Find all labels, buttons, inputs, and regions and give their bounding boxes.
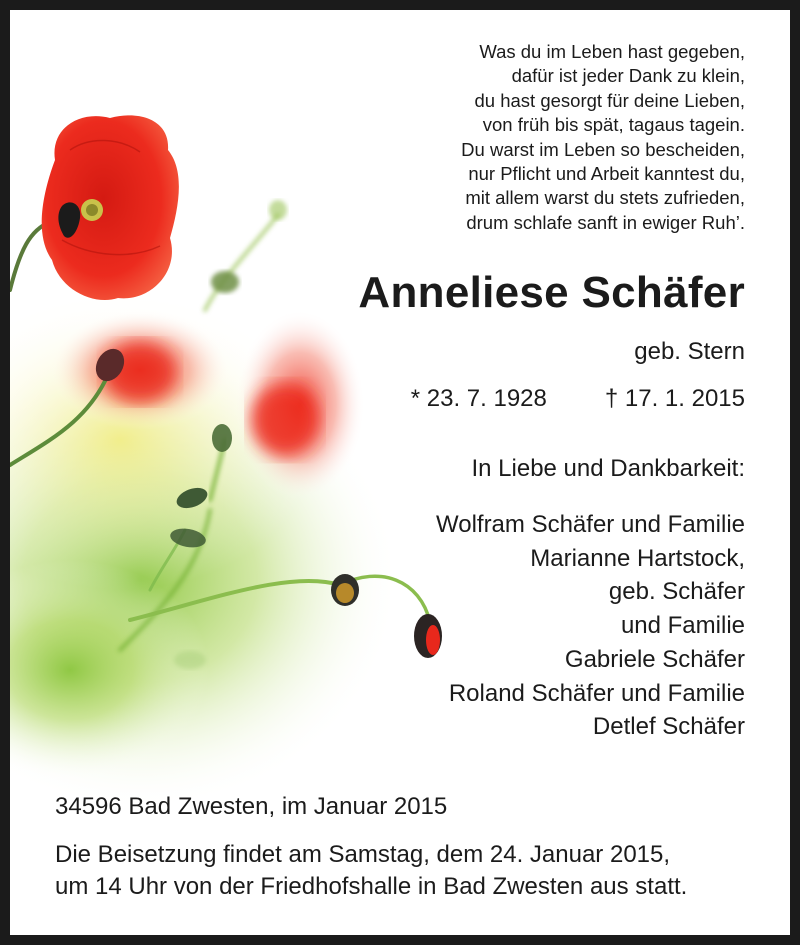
place-and-date: 34596 Bad Zwesten, im Januar 2015 bbox=[55, 793, 448, 820]
poem-line: dafür ist jeder Dank zu klein, bbox=[511, 65, 745, 87]
maiden-name: geb. Stern bbox=[634, 338, 745, 365]
funeral-info bbox=[55, 839, 687, 903]
poem bbox=[461, 40, 745, 235]
death-date: † 17. 1. 2015 bbox=[604, 385, 745, 412]
funeral-line: um 14 Uhr von der Friedhofshalle in Bad Zwesten aus statt. bbox=[55, 873, 688, 900]
poem-line: Du warst im Leben so bescheiden, bbox=[461, 138, 745, 160]
mourner: Roland Schäfer und Familie bbox=[448, 679, 745, 707]
poem-line: mit allem warst du stets zufrieden, bbox=[465, 187, 745, 209]
poem-line: drum schlafe sanft in ewiger Ruh’. bbox=[466, 211, 745, 233]
life-dates bbox=[411, 385, 745, 413]
mourner: Marianne Hartstock, bbox=[530, 544, 745, 572]
mourner: geb. Schäfer bbox=[608, 578, 745, 606]
red-poppy-flower bbox=[42, 115, 179, 300]
mourner: Gabriele Schäfer bbox=[564, 645, 745, 673]
poem-line: von früh bis spät, tagaus tagein. bbox=[482, 114, 745, 136]
funeral-line: Die Beisetzung findet am Samstag, dem 24. Januar 2015, bbox=[55, 841, 671, 868]
mourner: Wolfram Schäfer und Familie bbox=[436, 511, 745, 538]
poem-line: nur Pflicht und Arbeit kanntest du, bbox=[468, 163, 745, 185]
background-wash bbox=[10, 290, 400, 810]
deceased-name: Anneliese Schäfer bbox=[358, 268, 745, 317]
dedication: In Liebe und Dankbarkeit: bbox=[471, 455, 745, 482]
poem-line: du hast gesorgt für deine Lieben, bbox=[474, 89, 745, 111]
birth-date: * 23. 7. 1928 bbox=[410, 385, 547, 412]
mourner: und Familie bbox=[620, 612, 745, 640]
poem-line: Was du im Leben hast gegeben, bbox=[479, 41, 745, 62]
mourners-list bbox=[436, 508, 745, 744]
mourner: Detlef Schäfer bbox=[592, 713, 745, 741]
